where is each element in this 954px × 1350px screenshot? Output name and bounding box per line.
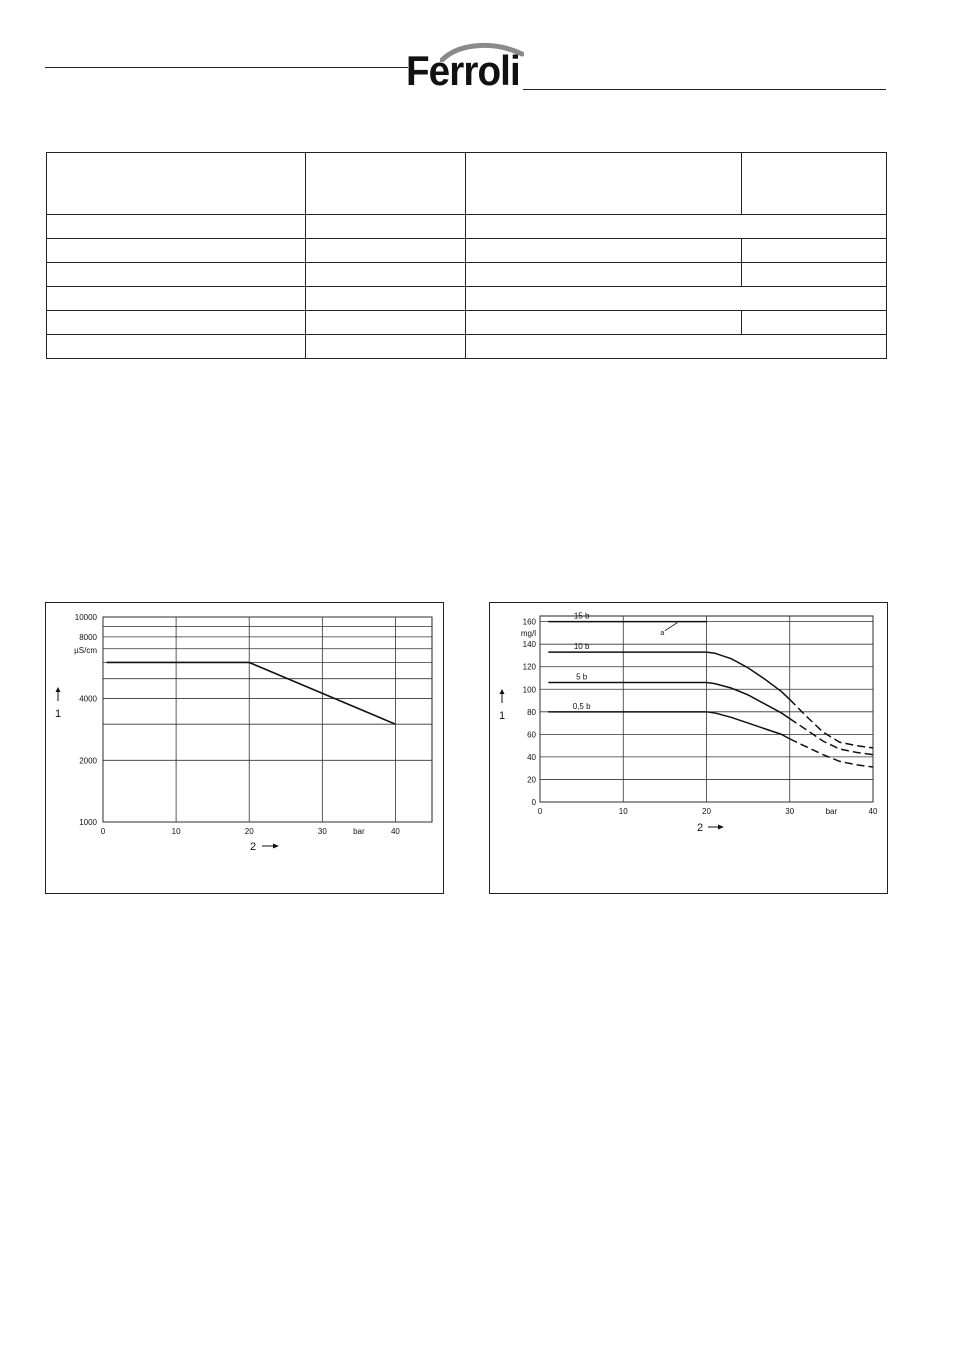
table-cell xyxy=(306,239,466,263)
y-tick-label: 0 xyxy=(531,798,536,807)
series-line-dashed xyxy=(790,719,873,755)
series-label: 5 b xyxy=(576,672,588,682)
x-tick-label: 10 xyxy=(171,827,181,836)
y-tick-label: 120 xyxy=(522,662,536,672)
spec-table xyxy=(46,152,887,359)
y-unit-label: mg/l xyxy=(520,628,536,638)
x-tick-label: 40 xyxy=(868,807,878,816)
y-tick-label: 80 xyxy=(527,707,536,717)
conductivity-chart-frame xyxy=(45,602,444,894)
table-row xyxy=(47,215,887,239)
series-line-dashed xyxy=(790,699,873,747)
table-cell xyxy=(306,335,466,359)
table-cell xyxy=(466,215,887,239)
x-axis-arrow-head xyxy=(718,825,724,830)
ferroli-logo xyxy=(406,40,526,102)
conductivity-chart xyxy=(46,603,443,893)
table-cell xyxy=(47,335,306,359)
table-cell xyxy=(47,311,306,335)
x-tick-label: 0 xyxy=(537,807,543,816)
table-cell xyxy=(47,287,306,311)
y-axis-arrow-head xyxy=(500,689,505,694)
x-tick-label: 0 xyxy=(100,827,106,836)
table-row xyxy=(47,239,887,263)
table-cell xyxy=(466,153,742,215)
y-axis-arrow-head xyxy=(56,687,61,692)
table-cell xyxy=(742,263,887,287)
y-tick-label: 160 xyxy=(522,617,536,627)
logo-text: Ferroli xyxy=(406,47,520,94)
concentration-chart xyxy=(490,603,887,893)
x-tick-label: 30 xyxy=(317,827,327,836)
x-unit-label: bar xyxy=(825,807,838,816)
x-tick-label: 20 xyxy=(244,827,254,836)
table-cell xyxy=(742,311,887,335)
series-label: 15 b xyxy=(573,611,590,621)
y-tick-label: 60 xyxy=(527,730,536,740)
x-tick-label: 40 xyxy=(390,827,400,836)
table-row xyxy=(47,287,887,311)
table-cell xyxy=(466,287,887,311)
table-cell xyxy=(742,153,887,215)
table-cell xyxy=(306,215,466,239)
table-cell xyxy=(466,239,742,263)
header-rule-left xyxy=(45,67,408,68)
y-tick-label: 100 xyxy=(522,685,536,695)
table-cell xyxy=(466,263,742,287)
series-line-solid xyxy=(548,712,789,739)
table-cell xyxy=(742,239,887,263)
y-tick-label: 1000 xyxy=(79,818,97,827)
table-cell xyxy=(306,153,466,215)
table-cell xyxy=(47,239,306,263)
y-tick-label: 140 xyxy=(522,640,536,650)
table-cell xyxy=(47,263,306,287)
table-cell xyxy=(306,263,466,287)
table-header-row xyxy=(47,153,887,215)
y-tick-label: 20 xyxy=(527,775,536,785)
series-line xyxy=(107,662,396,724)
y-tick-label: 2000 xyxy=(79,756,97,766)
table-row xyxy=(47,335,887,359)
table-cell xyxy=(306,311,466,335)
y-tick-label: 8000 xyxy=(79,632,97,642)
x-unit-label: bar xyxy=(353,827,365,836)
x-axis-number: 2 xyxy=(696,822,704,834)
table-row xyxy=(47,311,887,335)
x-axis-number: 2 xyxy=(249,841,257,853)
series-line-solid xyxy=(548,683,789,719)
y-tick-label: 40 xyxy=(527,752,536,762)
x-tick-label: 30 xyxy=(785,807,795,816)
table-cell xyxy=(466,311,742,335)
y-tick-label: 10000 xyxy=(74,613,97,622)
y-unit-label: µS/cm xyxy=(74,646,97,656)
annotation-label: a xyxy=(660,630,665,638)
series-label: 10 b xyxy=(573,642,590,652)
annotation-leader xyxy=(665,623,677,631)
y-tick-label: 4000 xyxy=(79,694,97,704)
series-label: 0,5 b xyxy=(572,701,591,711)
x-tick-label: 10 xyxy=(618,807,628,816)
table-row xyxy=(47,263,887,287)
x-tick-label: 20 xyxy=(702,807,711,816)
table-cell xyxy=(47,153,306,215)
table-cell xyxy=(466,335,887,359)
y-axis-number: 1 xyxy=(498,710,506,722)
x-axis-arrow-head xyxy=(273,844,279,849)
concentration-chart-frame xyxy=(489,602,888,894)
table-cell xyxy=(306,287,466,311)
table-cell xyxy=(47,215,306,239)
y-axis-number: 1 xyxy=(54,708,62,720)
header-rule-right xyxy=(523,89,886,90)
